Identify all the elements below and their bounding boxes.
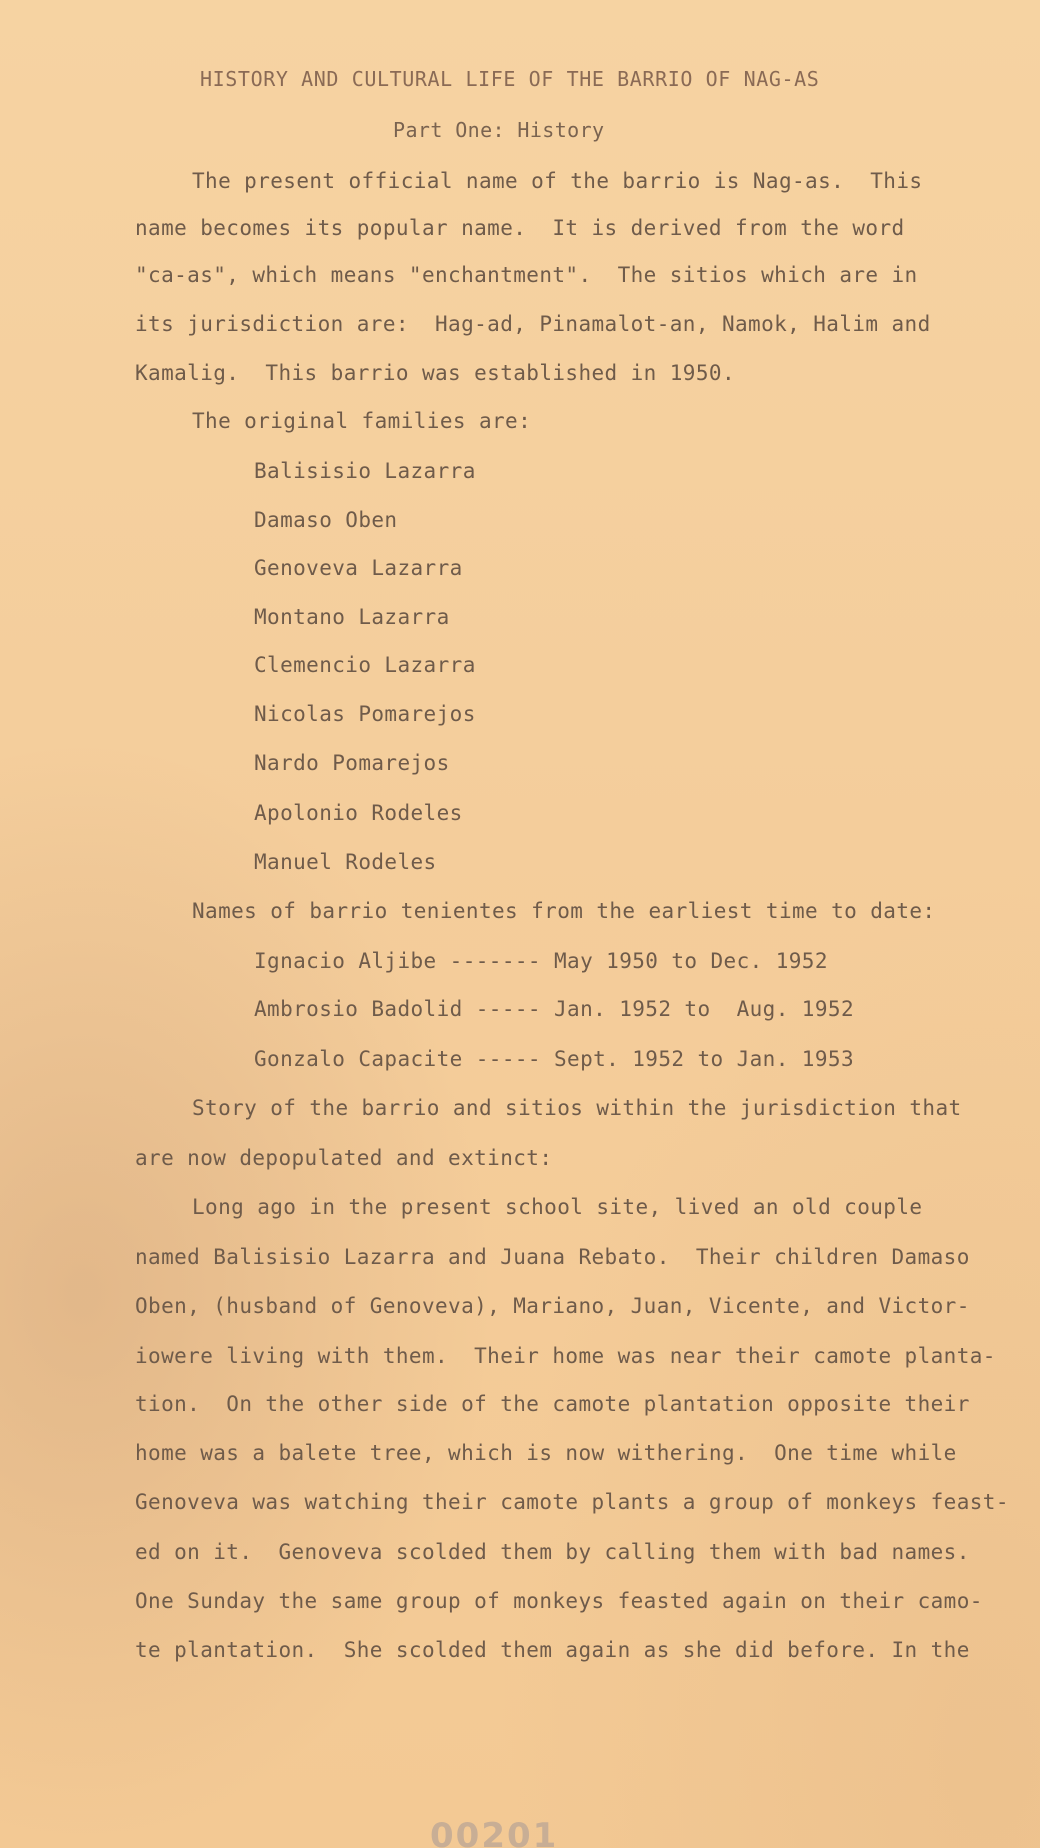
family-name: Balisisio Lazarra (254, 459, 476, 483)
paragraph-line: its jurisdiction are: Hag-ad, Pinamalot-an, Namok, Halim and (135, 312, 931, 336)
paragraph-line: tion. On the other side of the camote plantation opposite their (135, 1392, 970, 1416)
family-name: Genoveva Lazarra (254, 556, 463, 580)
families-heading: The original families are: (192, 409, 532, 433)
paragraph-line: Kamalig. This barrio was established in 1950. (135, 361, 735, 385)
section-subtitle: Part One: History (393, 118, 605, 142)
paragraph-line: name becomes its popular name. It is derived from the word (135, 216, 905, 240)
page-number: 00201 (430, 1816, 559, 1848)
paragraph-line: named Balisisio Lazarra and Juana Rebato. Their children Damaso (135, 1245, 970, 1269)
paragraph-line: ed on it. Genoveva scolded them by calling them with bad names. (135, 1540, 970, 1564)
tenientes-heading: Names of barrio tenientes from the earliest time to date: (192, 899, 936, 923)
family-name: Manuel Rodeles (254, 850, 437, 874)
family-name: Montano Lazarra (254, 605, 450, 629)
family-name: Apolonio Rodeles (254, 801, 463, 825)
document-title: HISTORY AND CULTURAL LIFE OF THE BARRIO OF NAG-AS (200, 67, 820, 91)
paragraph-line: One Sunday the same group of monkeys feasted again on their camo- (135, 1589, 983, 1613)
family-name: Damaso Oben (254, 508, 398, 532)
family-name: Nicolas Pomarejos (254, 702, 476, 726)
teniente-entry: Ignacio Aljibe ------- May 1950 to Dec. 1952 (254, 949, 828, 973)
paragraph-line: are now depopulated and extinct: (135, 1146, 553, 1170)
paragraph-line: home was a balete tree, which is now withering. One time while (135, 1441, 957, 1465)
teniente-entry: Ambrosio Badolid ----- Jan. 1952 to Aug. 1952 (254, 997, 854, 1021)
paragraph-line: te plantation. She scolded them again as she did before. In the (135, 1638, 970, 1662)
paragraph-line: iowere living with them. Their home was near their camote planta- (135, 1344, 996, 1368)
paragraph-line: Story of the barrio and sitios within the jurisdiction that (192, 1096, 962, 1120)
paragraph-line: Long ago in the present school site, lived an old couple (192, 1195, 923, 1219)
family-name: Clemencio Lazarra (254, 653, 476, 677)
paragraph-line: The present official name of the barrio is Nag-as. This (192, 169, 923, 193)
family-name: Nardo Pomarejos (254, 751, 450, 775)
paragraph-line: Genoveva was watching their camote plants a group of monkeys feast- (135, 1490, 1009, 1514)
teniente-entry: Gonzalo Capacite ----- Sept. 1952 to Jan. 1953 (254, 1047, 854, 1071)
paragraph-line: "ca-as", which means "enchantment". The sitios which are in (135, 263, 918, 287)
paragraph-line: Oben, (husband of Genoveva), Mariano, Juan, Vicente, and Victor- (135, 1294, 970, 1318)
